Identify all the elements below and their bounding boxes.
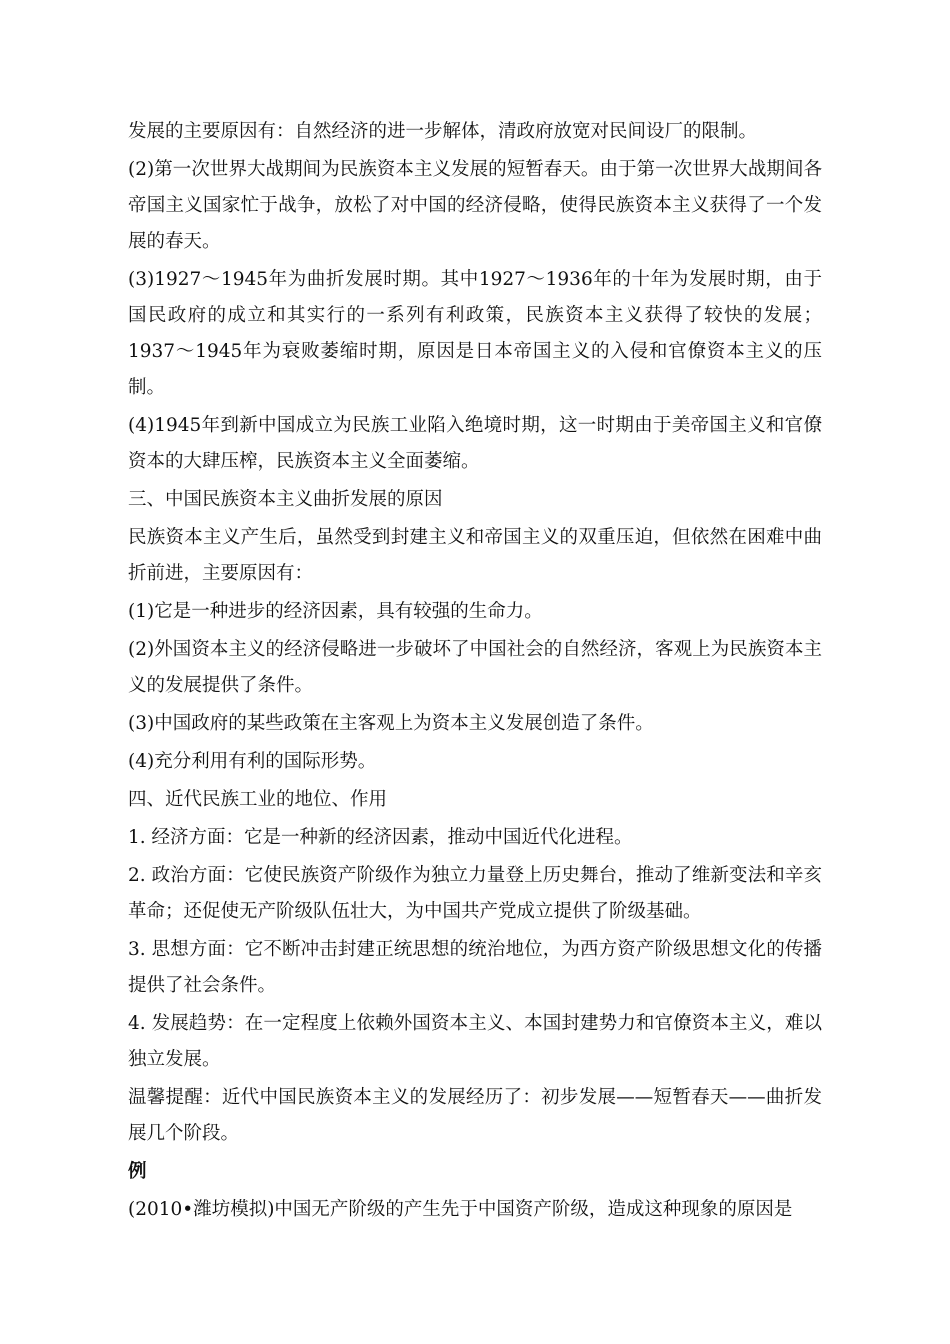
paragraph-1945-period: (4)1945年到新中国成立为民族工业陷入绝境时期，这一时期由于美帝国主义和官僚资本的大肆压榨，民族资本主义全面萎缩。 — [128, 415, 822, 472]
paragraph-ww1-period: (2)第一次世界大战期间为民族资本主义发展的短暂春天。由于第一次世界大战期间各帝国主义国家忙于战争，放松了对中国的经济侵略，使得民族资本主义获得了一个发展的春天。 — [128, 159, 822, 252]
paragraph-role-politics: 2. 政治方面：它使民族资产阶级作为独立力量登上历史舞台，推动了维新变法和辛亥革命；还促使无产阶级队伍壮大，为中国共产党成立提供了阶级基础。 — [128, 865, 822, 922]
paragraph-role-thought: 3. 思想方面：它不断冲击封建正统思想的统治地位，为西方资产阶级思想文化的传播提供了社会条件。 — [128, 939, 822, 996]
paragraph-reason-3: (3)中国政府的某些政策在主客观上为资本主义发展创造了条件。 — [128, 713, 654, 734]
section-heading-3: 三、中国民族资本主义曲折发展的原因 — [128, 489, 443, 510]
paragraph-example-question: (2010•潍坊模拟)中国无产阶级的产生先于中国资产阶级，造成这种现象的原因是 — [128, 1199, 793, 1220]
example-heading: 例 — [128, 1161, 147, 1182]
paragraph-1927-1945: (3)1927～1945年为曲折发展时期。其中1927～1936年的十年为发展时期，由于国民政府的成立和其实行的一系列有利政策，民族资本主义获得了较快的发展；1937～1945年为衰败萎缩时期，原因是日本帝国主义的入侵和官僚资本主义的压制。 — [128, 269, 822, 398]
paragraph-role-trend: 4. 发展趋势：在一定程度上依赖外国资本主义、本国封建势力和官僚资本主义，难以独立发展。 — [128, 1013, 822, 1070]
paragraph-reason-4: (4)充分利用有利的国际形势。 — [128, 751, 377, 772]
paragraph-reminder: 温馨提醒：近代中国民族资本主义的发展经历了：初步发展——短暂春天——曲折发展几个阶段。 — [128, 1087, 822, 1144]
paragraph-reason-1: (1)它是一种进步的经济因素，具有较强的生命力。 — [128, 601, 543, 622]
paragraph-reason-2: (2)外国资本主义的经济侵略进一步破坏了中国社会的自然经济，客观上为民族资本主义的发展提供了条件。 — [128, 639, 822, 696]
paragraph-causes-intro: 发展的主要原因有：自然经济的进一步解体，清政府放宽对民间设厂的限制。 — [128, 121, 758, 142]
paragraph-role-economy: 1. 经济方面：它是一种新的经济因素，推动中国近代化进程。 — [128, 827, 633, 848]
paragraph-reasons-intro: 民族资本主义产生后，虽然受到封建主义和帝国主义的双重压迫，但依然在困难中曲折前进，主要原因有： — [128, 527, 822, 584]
section-heading-4: 四、近代民族工业的地位、作用 — [128, 789, 388, 810]
